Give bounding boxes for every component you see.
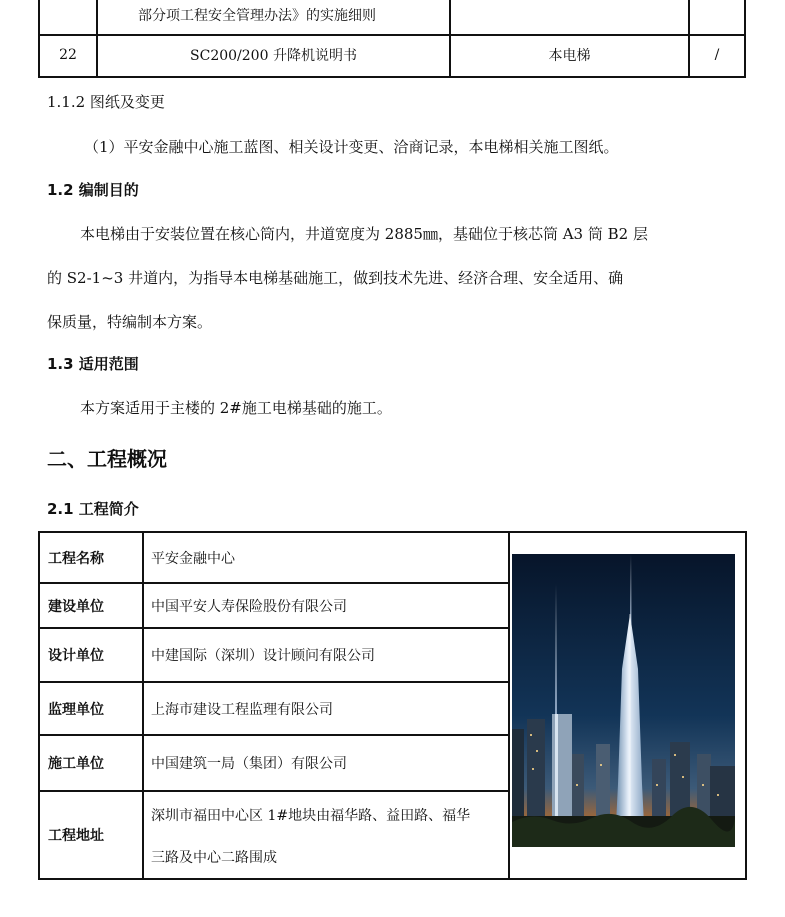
label-address: 工程地址 [48,828,104,844]
value-project-name: 平安金融中心 [151,550,235,567]
paragraph-line: 的 S2-1~3 井道内，为指导本电梯基础施工，做到技术先进、经济合理、安全适用、确 [47,269,624,287]
paragraph-line: 本电梯由于安装位置在核心筒内，井道宽度为 2885㎜，基础位于核芯筒 A3 筒 B2 层 [80,225,648,243]
col-divider [508,533,510,878]
table-cell-note: / [714,47,720,63]
section-heading-112: 1.1.2 图纸及变更 [47,93,165,111]
value-designer: 中建国际（深圳）设计顾问有限公司 [151,648,375,664]
top-table [38,0,746,78]
table-cell-number: 22 [59,47,77,63]
paragraph-scope: 本方案适用于主楼的 2#施工电梯基础的施工。 [80,399,392,417]
value-address-line1: 深圳市福田中心区 1#地块由福华路、益田路、福华 [151,808,471,824]
section-heading-12: 1.2 编制目的 [47,181,139,199]
value-supervisor: 上海市建设工程监理有限公司 [151,701,333,718]
table-cell-name: SC200/200 升降机说明书 [190,48,357,64]
section-heading-13: 1.3 适用范围 [47,355,139,373]
value-contractor: 中国建筑一局（集团）有限公司 [151,756,347,772]
value-owner: 中国平安人寿保险股份有限公司 [151,598,347,615]
chapter-heading: 二、工程概况 [47,447,167,471]
label-supervisor: 监理单位 [48,701,104,718]
building-photo [512,554,735,847]
table-cell-text: 部分项工程安全管理办法》的实施细则 [138,8,376,24]
label-owner: 建设单位 [48,598,104,615]
value-address-line2: 三路及中心二路围成 [151,850,277,866]
table-cell-scope: 本电梯 [548,48,591,64]
label-project-name: 工程名称 [48,550,104,567]
paragraph-line: 保质量，特编制本方案。 [47,313,213,331]
section-heading-21: 2.1 工程简介 [47,500,139,518]
paragraph-drawings: （1）平安金融中心施工蓝图、相关设计变更、洽商记录，本电梯相关施工图纸。 [84,138,619,156]
label-contractor: 施工单位 [48,756,104,772]
label-designer: 设计单位 [48,648,104,664]
